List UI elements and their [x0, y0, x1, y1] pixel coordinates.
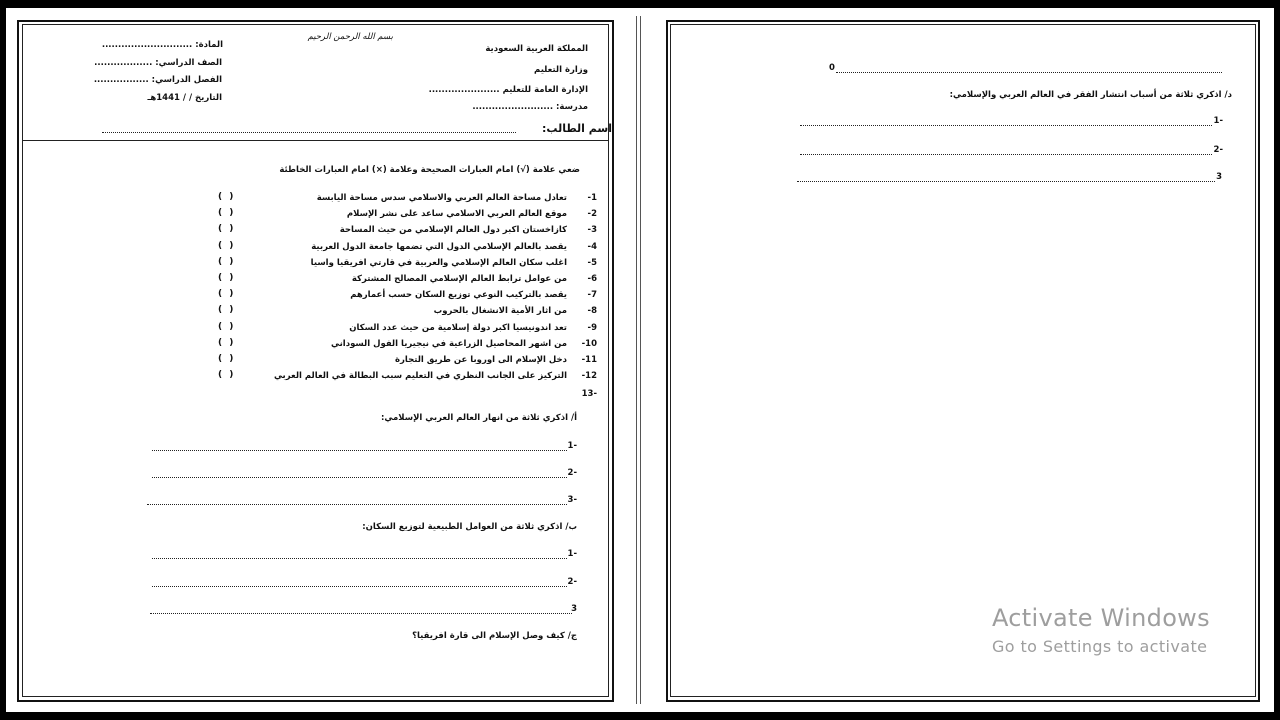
answer-parentheses[interactable]: ( ): [218, 289, 236, 299]
answer-parentheses[interactable]: ( ): [218, 273, 236, 283]
question-d-line-3-num: 3: [1216, 172, 1222, 182]
question-a-title: أ/ اذكري ثلاثة من انهار العالم العربي الإسلامي:: [381, 413, 577, 423]
statement-row: [349, 323, 597, 333]
question-a-line-2-num: 2-: [567, 468, 577, 478]
statement-row: [434, 306, 597, 316]
statement-row: [311, 242, 597, 252]
statement-number: 4-: [587, 242, 597, 252]
question-b-line-1-num: 1-: [567, 549, 577, 559]
question-c-title: ج/ كيف وصل الإسلام الى قارة افريقيا؟: [412, 631, 577, 641]
statement-row: [350, 290, 597, 300]
activate-windows-subtitle: Go to Settings to activate: [992, 637, 1208, 656]
date-label: التاريخ / / 1441هـ: [147, 93, 222, 103]
statement-number: 5-: [587, 258, 597, 268]
question-a-line-1[interactable]: [152, 450, 567, 451]
question-d-line-2[interactable]: [800, 154, 1212, 155]
statement-text: تعد اندونيسيا اكبر دولة إسلامية من حيث عدد السكان: [349, 323, 567, 333]
answer-parentheses[interactable]: ( ): [218, 322, 236, 332]
question-d-title: د/ اذكري ثلاثة من أسباب انتشار الفقر في العالم العربي والإسلامي:: [949, 90, 1232, 100]
answer-parentheses[interactable]: ( ): [218, 241, 236, 251]
question-a-line-1-num: 1-: [567, 441, 577, 451]
statement-text: دخل الإسلام الى اوروبا عن طريق التجارة: [395, 355, 567, 365]
statement-row: [311, 258, 597, 268]
statement-number: 11-: [581, 355, 597, 365]
statement-row: [352, 274, 597, 284]
statement-number: 2-: [587, 209, 597, 219]
statement-row: [331, 339, 597, 349]
section1-instruction: ضعي علامة (√) امام العبارات الصحيحة وعلامة (×) امام العبارات الخاطئة: [279, 165, 580, 175]
statement-number: 12-: [581, 371, 597, 381]
answer-parentheses[interactable]: ( ): [218, 192, 236, 202]
statement-number: 7-: [587, 290, 597, 300]
question-d-line-1[interactable]: [800, 125, 1212, 126]
question-b-line-3-num: 3: [571, 604, 577, 614]
question-b-line-3[interactable]: [150, 613, 572, 614]
school-label: مدرسة: .........................: [472, 102, 588, 112]
statement-number: 10-: [581, 339, 597, 349]
term-label: الفصل الدراسي: .................: [93, 75, 222, 85]
ministry-label: وزارة التعليم: [534, 65, 588, 75]
item-13: 13-: [581, 389, 597, 399]
statement-text: التركيز على الجانب النظري في التعليم سبب البطالة في العالم العربي: [273, 371, 567, 381]
statement-row: [395, 355, 597, 365]
answer-parentheses[interactable]: ( ): [218, 257, 236, 267]
subject-label: المادة: ............................: [101, 40, 223, 50]
statement-row: [317, 193, 597, 203]
zero-line-label: 0: [829, 63, 835, 73]
header-separator: [22, 140, 609, 141]
statement-text: يقصد بالتركيب النوعي توزيع السكان حسب أعمارهم: [350, 290, 567, 300]
student-name-label: اسم الطالب:: [542, 122, 612, 135]
answer-parentheses[interactable]: ( ): [218, 370, 236, 380]
question-b-line-2[interactable]: [152, 586, 567, 587]
statement-number: 1-: [587, 193, 597, 203]
statement-number: 6-: [587, 274, 597, 284]
question-b-line-1[interactable]: [152, 558, 567, 559]
statement-text: من عوامل ترابط العالم الإسلامي المصالح المشتركة: [351, 274, 567, 284]
question-a-line-3[interactable]: [147, 504, 567, 505]
answer-parentheses[interactable]: ( ): [218, 305, 236, 315]
statement-row: [347, 209, 597, 219]
statement-number: 9-: [587, 323, 597, 333]
question-d-line-1-num: 1-: [1213, 116, 1223, 126]
statement-text: تعادل مساحة العالم العربي والاسلامي سدس مساحة اليابسة: [316, 193, 567, 203]
student-name-line: [102, 132, 516, 133]
answer-parentheses[interactable]: ( ): [218, 224, 236, 234]
question-b-line-2-num: 2-: [567, 577, 577, 587]
statement-number: 3-: [587, 225, 597, 235]
question-b-title: ب/ اذكري ثلاثة من العوامل الطبيعية لتوزيع السكان:: [362, 522, 577, 532]
page-gutter: [614, 16, 666, 704]
basmala: بسم الله الرحمن الرحيم: [307, 32, 393, 42]
question-d-line-2-num: 2-: [1213, 145, 1223, 155]
statement-text: من اشهر المحاصيل الزراعية في نيجيريا الفول السوداني: [331, 339, 567, 349]
question-a-line-3-num: 3-: [567, 495, 577, 505]
statement-row: [340, 225, 597, 235]
admin-label: الإدارة العامة للتعليم ......................: [428, 85, 588, 95]
statement-text: من اثار الأمية الانشغال بالحروب: [433, 306, 567, 316]
statement-text: يقصد بالعالم الإسلامي الدول التي تضمها جامعة الدول العربية: [311, 242, 567, 252]
answer-parentheses[interactable]: ( ): [218, 338, 236, 348]
answer-parentheses[interactable]: ( ): [218, 208, 236, 218]
statement-number: 8-: [587, 306, 597, 316]
grade-label: الصف الدراسي: ..................: [94, 58, 222, 68]
answer-parentheses[interactable]: ( ): [218, 354, 236, 364]
zero-line[interactable]: [836, 72, 1222, 73]
question-d-line-3[interactable]: [797, 181, 1215, 182]
question-a-line-2[interactable]: [152, 477, 567, 478]
statement-text: اغلب سكان العالم الإسلامي والعربية في قارتي افريقيا واسيا: [310, 258, 567, 268]
kingdom-label: المملكة العربية السعودية: [485, 44, 588, 54]
statement-row: [274, 371, 597, 381]
statement-text: موقع العالم العربي الاسلامي ساعد على نشر الإسلام: [346, 209, 567, 219]
activate-windows-title: Activate Windows: [992, 604, 1210, 632]
statement-text: كازاخستان اكبر دول العالم الإسلامي من حيث المساحة: [339, 225, 567, 235]
